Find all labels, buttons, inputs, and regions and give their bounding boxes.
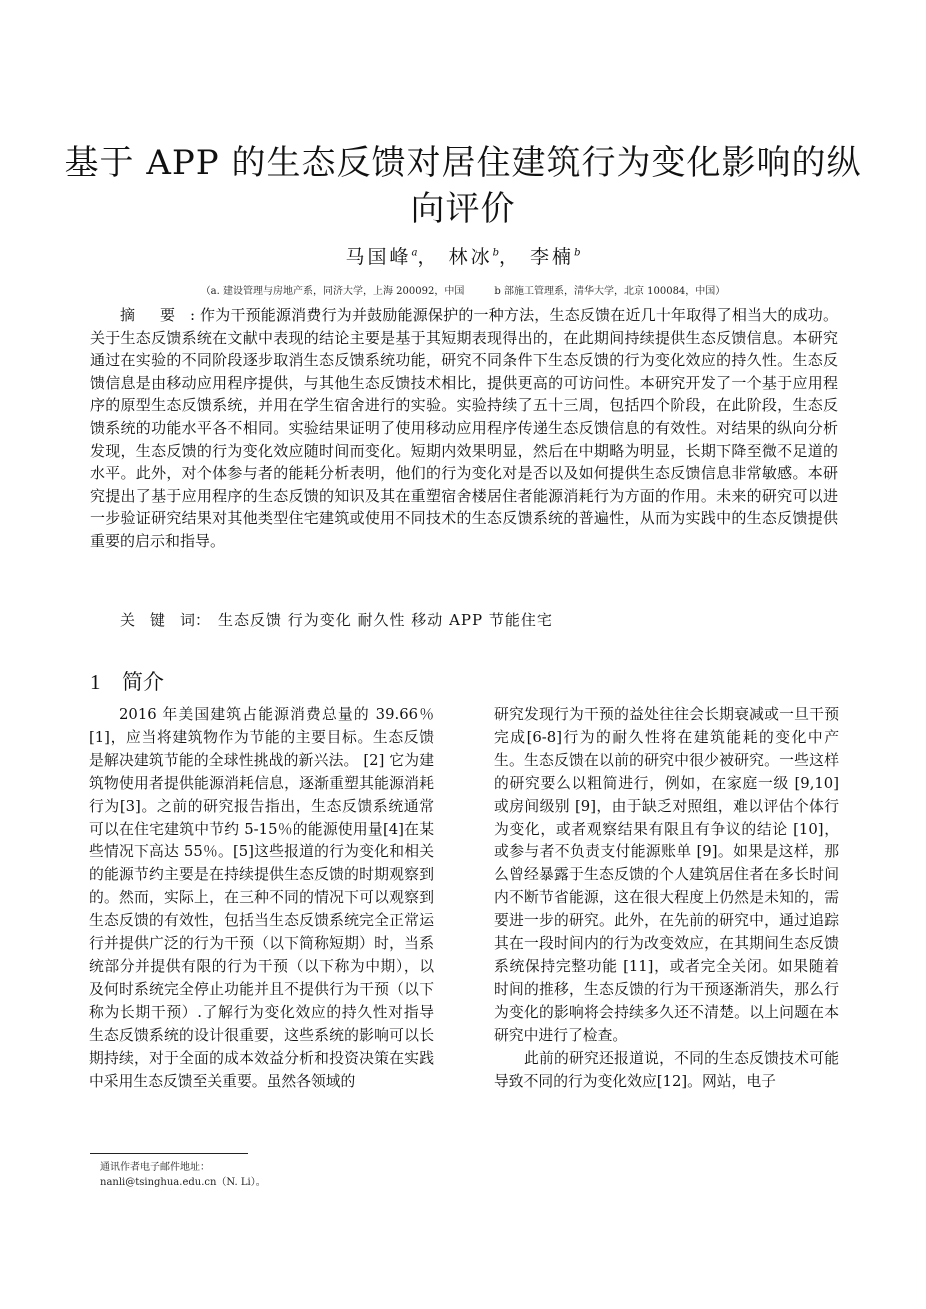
- abstract: [90, 304, 838, 553]
- body-paragraph: 此前的研究还报道说，不同的生态反馈技术可能导致不同的行为变化效应[12]。网站，电子: [494, 1049, 839, 1090]
- keywords-label-char: 词：: [180, 611, 211, 629]
- author-affiliation-mark: a: [411, 247, 418, 259]
- author-name: 李楠: [530, 246, 575, 268]
- footnote-email: nanli@tsinghua.edu.cn（N. Li）。: [100, 1177, 266, 1188]
- body-column-right: [494, 704, 839, 1093]
- footnote-divider: [90, 1153, 248, 1154]
- paper-title: 基于 APP 的生态反馈对居住建筑行为变化影响的纵向评价: [64, 143, 862, 229]
- affiliation-a: （a. 建设管理与房地产系，同济大学，上海 200092，中国: [200, 286, 465, 297]
- author-affiliation-mark: b: [492, 247, 499, 259]
- author-name: 林冰: [448, 246, 493, 268]
- abstract-label-char: 要: [160, 306, 176, 324]
- abstract-label: [90, 304, 190, 327]
- affiliations: [0, 282, 926, 297]
- section-title: 简介: [122, 670, 164, 694]
- author-list: [0, 242, 926, 269]
- keywords: [120, 609, 553, 630]
- keywords-list: 生态反馈 行为变化 耐久性 移动 APP 节能住宅: [218, 611, 553, 629]
- keywords-label-char: 键: [150, 611, 166, 629]
- affiliation-b: b 部施工管理系，清华大学，北京 100084，中国）: [494, 286, 726, 297]
- body-paragraph: 研究发现行为干预的益处往往会长期衰减或一旦干预完成[6-8]行为的耐久性将在建筑能耗的变化中产生。生态反馈在以前的研究中很少被研究。一些这样的研究要么以粗简进行，例如，在家庭一级 [9,10]或房间级别 [9]，由于缺乏对照组，难以评估个体行为变化，或者观察结果有限且有争议的结论 [10]，或参与者不负责支付能源账单 [9]。如果是这样，那么曾经暴露于生态反馈的个人建筑居住者在多长时间内不断节省能源，这在很大程度上仍然是未知的，需要进一步的研究。此外，在先前的研究中，通过追踪其在一段时间内的行为改变效应，在其期间生态反馈系统保持完整功能 [11]，或者完全关闭。如果随着时间的推移，生态反馈的行为干预逐渐消失，那么行为变化的影响将会持续多久还不清楚。以上问题在本研究中进行了检查。: [494, 706, 839, 1044]
- section-heading: [90, 666, 164, 696]
- section-number: 1: [90, 670, 101, 694]
- footnote-label: 通讯作者电子邮件地址：: [100, 1162, 210, 1173]
- abstract-text: : 作为干预能源消费行为并鼓励能源保护的一种方法，生态反馈在近几十年取得了相当大的成功。关于生态反馈系统在文献中表现的结论主要是基于其短期表现得出的，在此期间持续提供生态反馈信息。本研究通过在实验的不同阶段逐步取消生态反馈系统功能，研究不同条件下生态反馈的行为变化效应的持久性。生态反馈信息是由移动应用程序提供，与其他生态反馈技术相比，提供更高的可访问性。本研究开发了一个基于应用程序的原型生态反馈系统，并用在学生宿舍进行的实验。实验持续了五十三周，包括四个阶段，在此阶段，生态反馈系统的功能水平各不相同。实验结果证明了使用移动应用程序传递生态反馈信息的有效性。对结果的纵向分析发现，生态反馈的行为变化效应随时间而变化。短期内效果明显，然后在中期略为明显，长期下降至微不足道的水平。此外，对个体参与者的能耗分析表明，他们的行为变化对是否以及如何提供生态反馈信息非常敏感。本研究提出了基于应用程序的生态反馈的知识及其在重塑宿舍楼居住者能源消耗行为方面的作用。未来的研究可以进一步验证研究结果对其他类型住宅建筑或使用不同技术的生态反馈系统的普遍性，从而为实践中的生态反馈提供重要的启示和指导。: [90, 306, 838, 550]
- footnote: [100, 1160, 266, 1190]
- body-column-left: [89, 704, 434, 1093]
- author-separator: ，: [417, 246, 440, 268]
- abstract-label-char: 摘: [120, 306, 136, 324]
- body-paragraph: 2016 年美国建筑占能源消费总量的 39.66％ [1]，应当将建筑物作为节能的主要目标。生态反馈是解决建筑节能的全球性挑战的新兴法。 [2] 它为建筑物使用者提供能源消耗信息，逐渐重塑其能源消耗行为[3]。之前的研究报告指出，生态反馈系统通常可以在住宅建筑中节约 5-15％的能源使用量[4]在某些情况下高达 55％。[5]这些报道的行为变化和相关的能源节约主要是在持续提供生态反馈的时期观察到的。然而，实际上，在三种不同的情况下可以观察到生态反馈的有效性，包括当生态反馈系统完全正常运行并提供广泛的行为干预（以下简称短期）时，当系统部分并提供有限的行为干预（以下称为中期），以及何时系统完全停止功能并且不提供行为干预（以下称为长期干预）.了解行为变化效应的持久性对指导生态反馈系统的设计很重要，这些系统的影响可以长期持续，对于全面的成本效益分析和投资决策在实践中采用生态反馈至关重要。虽然各领域的: [89, 706, 434, 1090]
- author-name: 马国峰: [345, 246, 412, 268]
- keywords-label-char: 关: [120, 611, 136, 629]
- author-separator: ，: [498, 246, 521, 268]
- keywords-label: [120, 609, 218, 630]
- author-affiliation-mark: b: [574, 247, 581, 259]
